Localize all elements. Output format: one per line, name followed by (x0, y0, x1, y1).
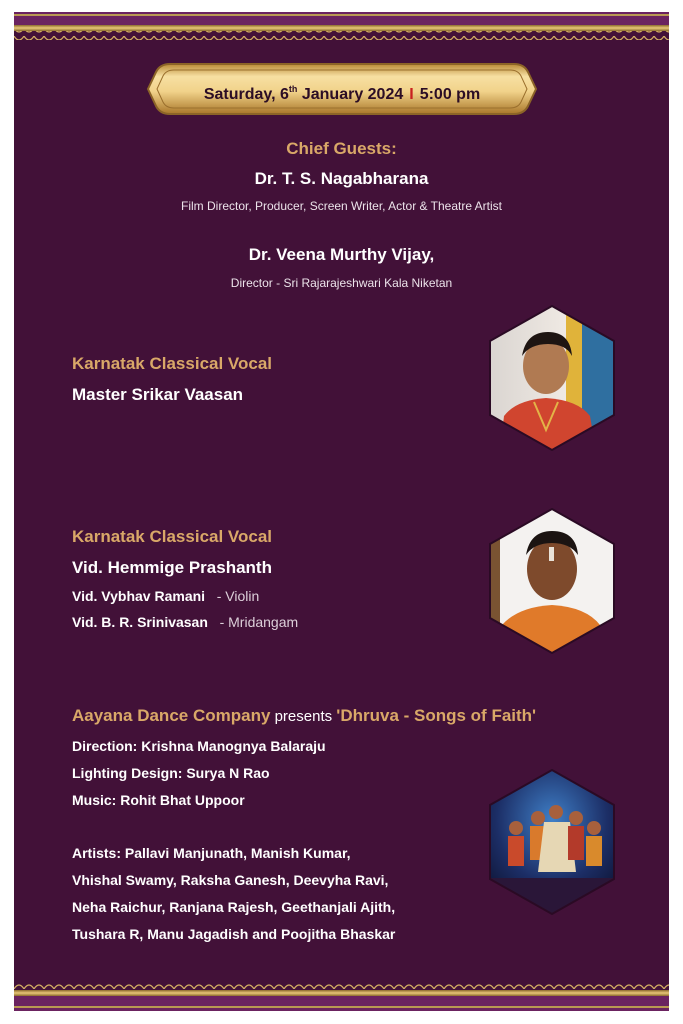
performance-3-heading (72, 706, 536, 726)
accompanist-1-role: - Violin (216, 588, 260, 604)
performance-1-title: Karnatak Classical Vocal (72, 354, 273, 373)
dance-company-name: Aayana Dance Company (72, 706, 271, 725)
guest-1-name: Dr. T. S. Nagabharana (254, 169, 429, 188)
date-day: Saturday, 6 (203, 86, 289, 103)
artists-line-2: Vhishal Swamy, Raksha Ganesh, Deevyha Ravi, (72, 872, 389, 888)
show-title: 'Dhruva - Songs of Faith' (336, 706, 537, 725)
performance-2-title: Karnatak Classical Vocal (72, 527, 273, 546)
performance-1-artist: Master Srikar Vaasan (72, 385, 244, 404)
top-ornamental-border (14, 12, 669, 42)
credit-lighting: Lighting Design: Surya N Rao (72, 765, 270, 781)
date-time-text (146, 62, 538, 116)
performance-2-artist: Vid. Hemmige Prashanth (72, 558, 272, 577)
event-time: 5:00 pm (419, 86, 481, 103)
artists-line-4: Tushara R, Manu Jagadish and Poojitha Bhaskar (72, 926, 396, 942)
chief-guests-label: Chief Guests: (286, 139, 397, 158)
date-suffix: th (288, 84, 298, 94)
credit-music: Music: Rohit Bhat Uppoor (72, 792, 245, 808)
artists-line-1: Artists: Pallavi Manjunath, Manish Kumar, (72, 845, 351, 861)
artist-photo-hemmige (486, 507, 618, 655)
accompanist-2-name: Vid. B. R. Srinivasan (72, 614, 208, 630)
accompanist-2 (72, 614, 298, 630)
artist-photo-srikar (486, 304, 618, 452)
event-card (14, 12, 669, 1011)
accompanist-2-role: - Mridangam (219, 614, 299, 630)
presents-word: presents (270, 708, 337, 725)
guest-2-role: Director - Sri Rajarajeshwari Kala Niketan (230, 276, 453, 290)
dance-company-photo (486, 768, 618, 916)
accompanist-1-name: Vid. Vybhav Ramani (72, 588, 206, 604)
credit-direction: Direction: Krishna Manognya Balaraju (72, 738, 326, 754)
artists-line-3: Neha Raichur, Ranjana Rajesh, Geethanjali Ajith, (72, 899, 396, 915)
bottom-ornamental-border (14, 981, 669, 1011)
guest-2-name: Dr. Veena Murthy Vijay, (248, 245, 435, 264)
date-banner (146, 62, 538, 116)
accompanist-1 (72, 588, 259, 604)
date-month-year: January 2024 (301, 86, 404, 103)
guest-1-role: Film Director, Producer, Screen Writer, Actor & Theatre Artist (181, 199, 502, 213)
separator-bar: I (409, 86, 414, 103)
